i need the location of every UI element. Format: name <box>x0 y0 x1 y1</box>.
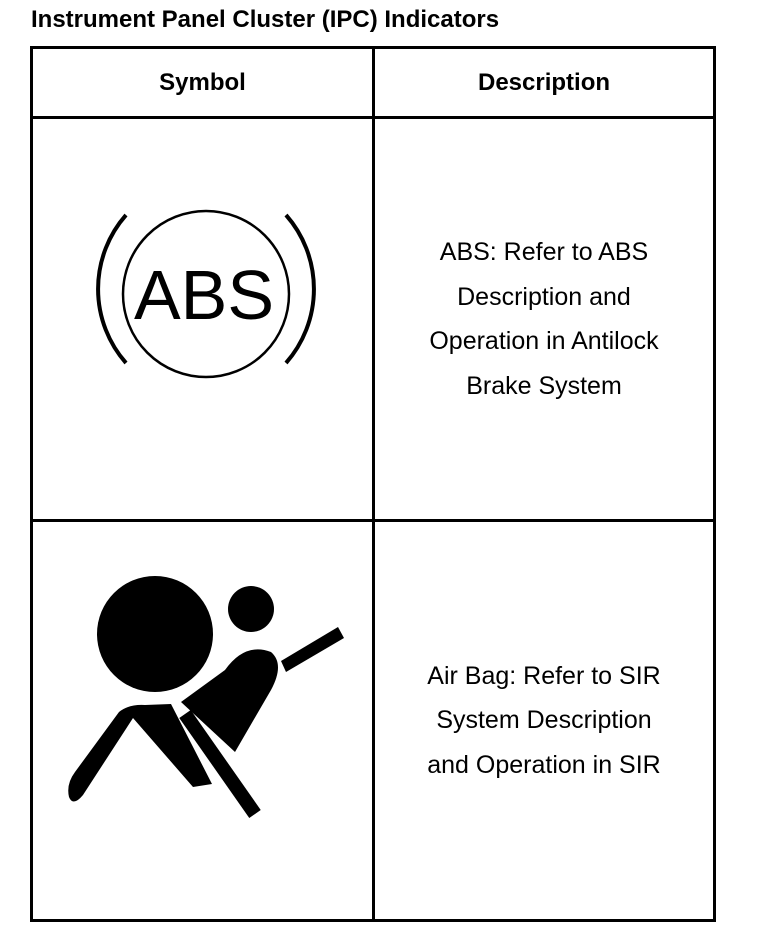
airbag-description <box>427 654 660 788</box>
header-description: Description <box>477 68 611 96</box>
header-symbol: Symbol <box>159 68 246 96</box>
abs-symbol-label: ABS <box>133 256 275 334</box>
airbag-description-line: Air Bag: Refer to SIR <box>427 661 661 690</box>
table-row-airbag-symbol-cell <box>33 522 372 919</box>
airbag-description-line: and Operation in SIR <box>427 750 661 779</box>
abs-description-line: ABS: Refer to ABS <box>439 238 649 266</box>
airbag-description-line: System Description <box>436 706 652 735</box>
abs-description <box>429 230 658 408</box>
abs-description-line: Brake System <box>466 371 622 400</box>
airbag-warning-icon <box>33 522 372 919</box>
page-title: Instrument Panel Cluster (IPC) Indicators <box>31 6 500 33</box>
abs-description-line: Operation in Antilock <box>429 327 659 355</box>
table-row-abs-symbol-cell <box>33 119 372 519</box>
abs-warning-icon <box>33 119 372 519</box>
table-row-airbag-description-cell <box>375 522 713 919</box>
abs-description-line: Description and <box>457 282 631 311</box>
indicators-table <box>30 46 716 922</box>
table-row-abs-description-cell <box>375 119 713 519</box>
